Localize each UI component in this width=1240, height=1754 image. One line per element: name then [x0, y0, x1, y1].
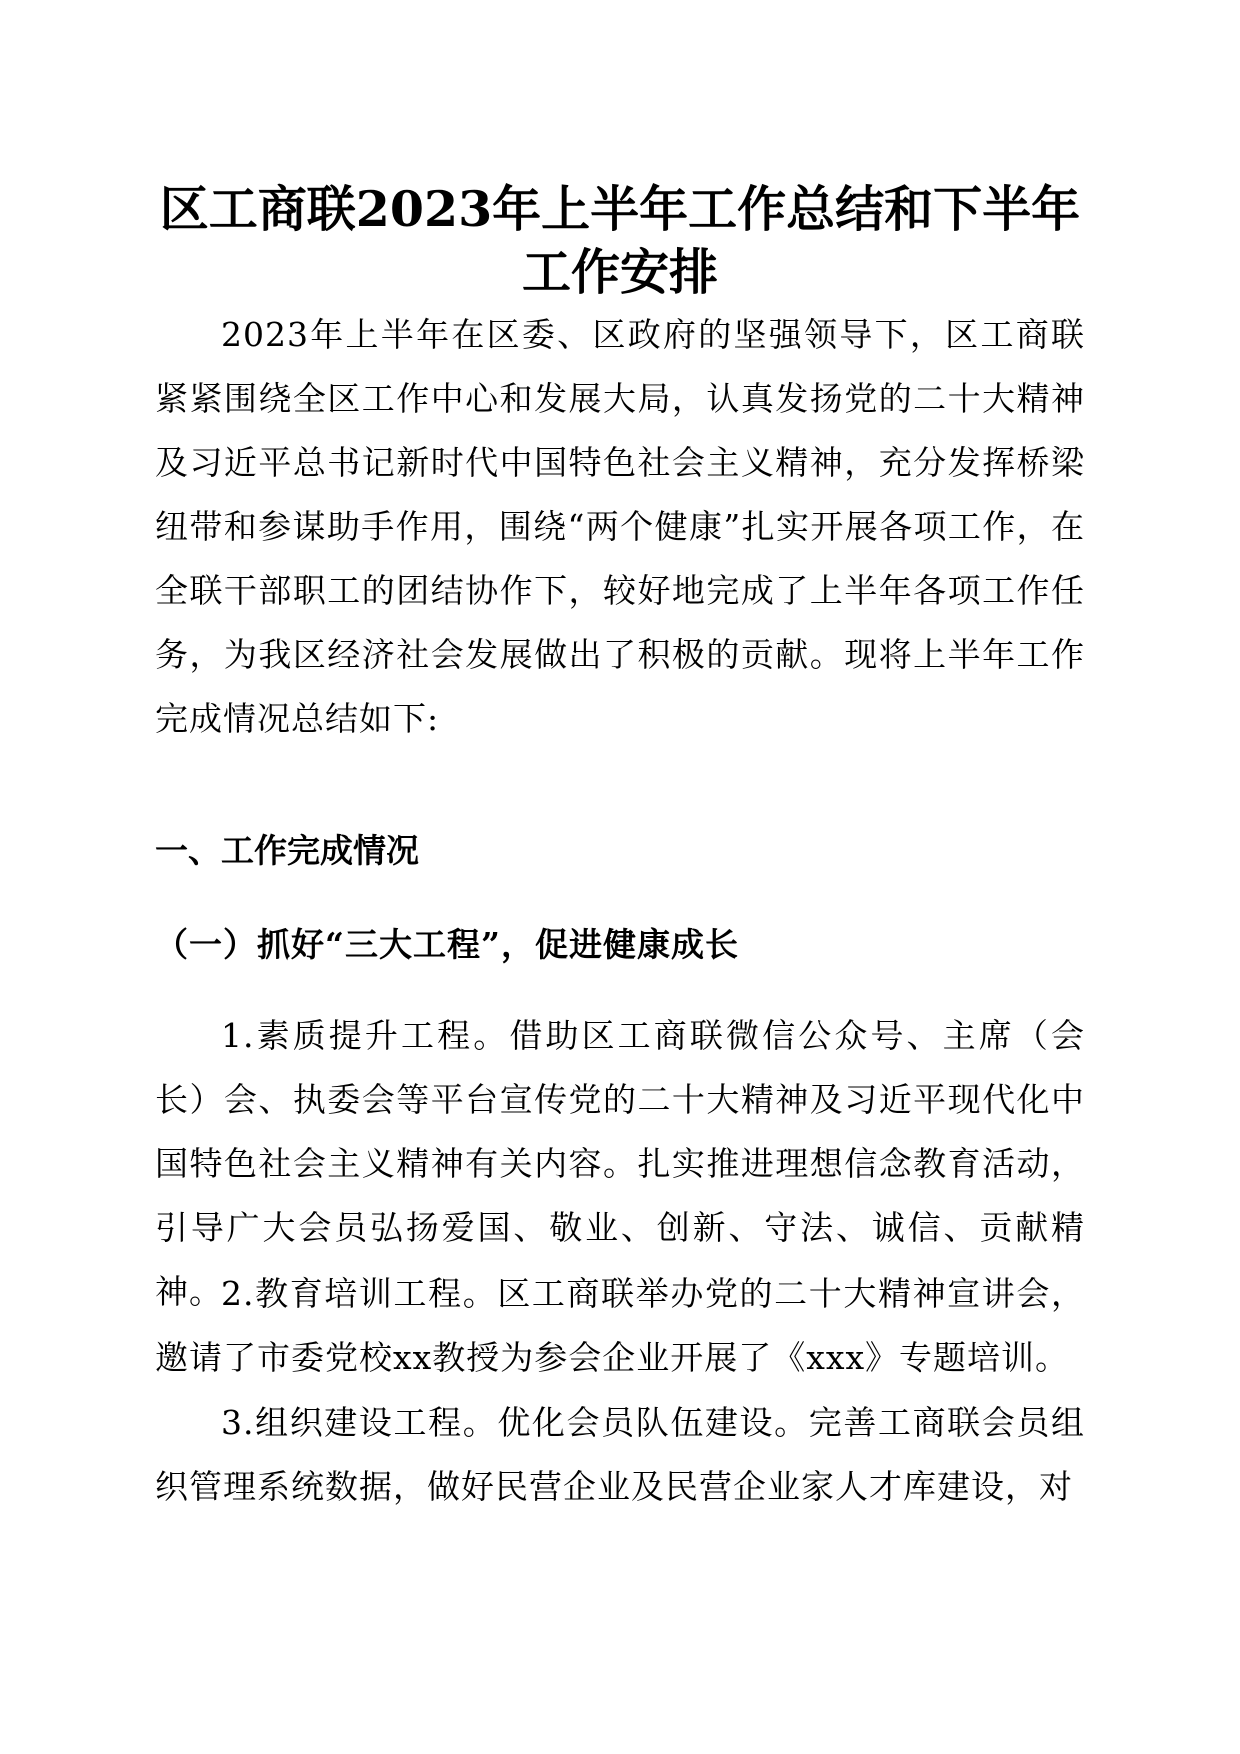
subsection-heading-three-projects: （一）抓好“三大工程”，促进健康成长 — [155, 925, 739, 964]
section-heading-work-completion: 一、工作完成情况 — [155, 831, 419, 870]
document-title: 区工商联2023年上半年工作总结和下半年工作安排 — [159, 180, 1081, 301]
intro-paragraph: 2023年上半年在区委、区政府的坚强领导下，区工商联紧紧围绕全区工作中心和发展大局，认真发扬党的二十大精神及习近平总书记新时代中国特色社会主义精神，充分发挥桥梁纽带和参谋助手作用，围绕“两个健康”扎实开展各项工作，在全联干部职工的团结协作下，较好地完成了上半年各项工作任务，为我区经济社会发展做出了积极的贡献。现将上半年工作完成情况总结如下: — [155, 315, 1085, 738]
item-organization-building: 3.组织建设工程。优化会员队伍建设。完善工商联会员组织管理系统数据，做好民营企业及民营企业家人才库建设，对 — [155, 1403, 1085, 1506]
item-education-training: 2.教育培训工程。区工商联举办党的二十大精神宣讲会，邀请了市委党校xx教授为参会企业开展了《xxx》专题培训。 — [155, 1274, 1085, 1377]
item-quality-improvement: 1.素质提升工程。借助区工商联微信公众号、主席（会长）会、执委会等平台宣传党的二十大精神及习近平现代化中国特色社会主义精神有关内容。扎实推进理想信念教育活动，引导广大会员弘扬爱国、敬业、创新、守法、诚信、贡献精神。 — [155, 1016, 1085, 1311]
